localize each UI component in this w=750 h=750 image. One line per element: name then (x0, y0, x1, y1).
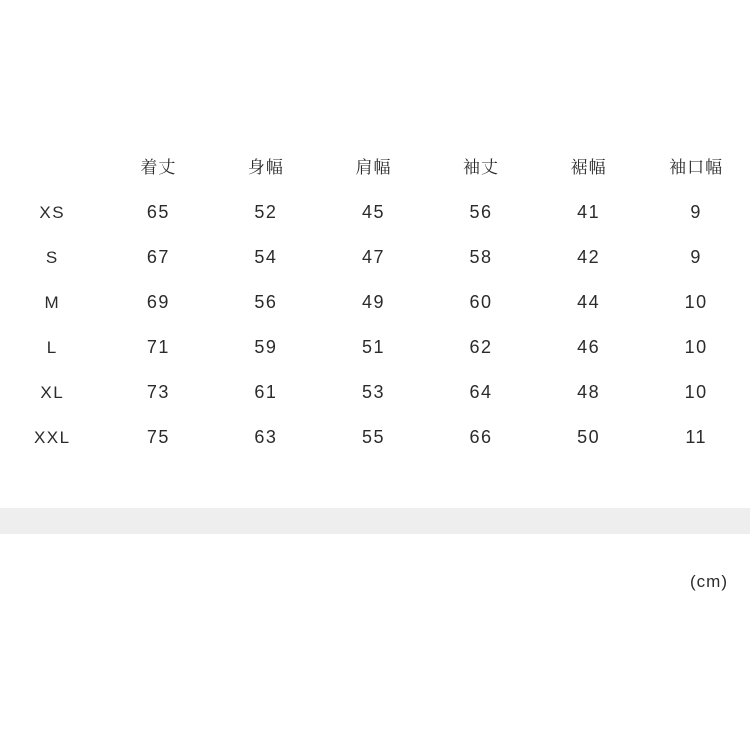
table-row (0, 235, 750, 280)
cell-xl-5: 10 (684, 382, 708, 402)
table-body (0, 190, 750, 460)
cell-l-2: 51 (361, 337, 385, 357)
cell-l-5: 10 (684, 337, 708, 357)
cell-l-3: 62 (469, 337, 493, 357)
cell-l-0: 71 (146, 337, 170, 357)
table-row (0, 325, 750, 370)
row-label-xs: XS (39, 202, 66, 222)
table-header (0, 140, 750, 190)
cell-xxl-3: 66 (469, 427, 493, 447)
row-label-s: S (45, 247, 59, 267)
cell-xl-4: 48 (577, 382, 601, 402)
cell-xxl-0: 75 (146, 427, 170, 447)
cell-l-1: 59 (254, 337, 278, 357)
cell-xs-4: 41 (577, 202, 601, 222)
cell-s-4: 42 (577, 247, 601, 267)
cell-l-4: 46 (577, 337, 601, 357)
cell-xl-0: 73 (146, 382, 170, 402)
cell-xs-3: 56 (469, 202, 493, 222)
column-header-1: 身幅 (247, 157, 284, 177)
cell-xxl-2: 55 (361, 427, 385, 447)
cell-xs-2: 45 (361, 202, 385, 222)
cell-s-1: 54 (254, 247, 278, 267)
cell-s-3: 58 (469, 247, 493, 267)
cell-s-2: 47 (361, 247, 385, 267)
cell-m-2: 49 (361, 292, 385, 312)
column-header-5: 袖口幅 (669, 157, 724, 177)
cell-xs-5: 9 (690, 202, 702, 222)
column-header-2: 肩幅 (355, 157, 392, 177)
cell-xs-0: 65 (146, 202, 170, 222)
table-row (0, 415, 750, 460)
cell-xxl-5: 11 (685, 427, 708, 447)
cell-m-4: 44 (577, 292, 601, 312)
bottom-band (0, 714, 750, 750)
cell-xl-1: 61 (254, 382, 278, 402)
cell-m-3: 60 (469, 292, 493, 312)
column-header-3: 袖丈 (463, 157, 500, 177)
divider-band (0, 508, 750, 534)
row-label-m: M (44, 292, 61, 312)
cell-s-5: 9 (690, 247, 702, 267)
unit-note: (cm) (690, 572, 728, 591)
header-row (0, 140, 750, 190)
cell-m-1: 56 (254, 292, 278, 312)
cell-xs-1: 52 (254, 202, 278, 222)
row-label-l: L (46, 337, 58, 357)
size-chart-table (0, 140, 750, 460)
cell-s-0: 67 (146, 247, 170, 267)
cell-xl-3: 64 (469, 382, 493, 402)
table-row (0, 370, 750, 415)
cell-m-5: 10 (684, 292, 708, 312)
column-header-0: 着丈 (140, 157, 177, 177)
row-label-xxl: XXL (33, 427, 71, 447)
cell-m-0: 69 (146, 292, 170, 312)
table-row (0, 190, 750, 235)
cell-xxl-4: 50 (577, 427, 601, 447)
table-row (0, 280, 750, 325)
cell-xl-2: 53 (361, 382, 385, 402)
cell-xxl-1: 63 (254, 427, 278, 447)
row-label-xl: XL (40, 382, 65, 402)
corner-cell (0, 140, 105, 190)
column-header-4: 裾幅 (570, 157, 607, 177)
